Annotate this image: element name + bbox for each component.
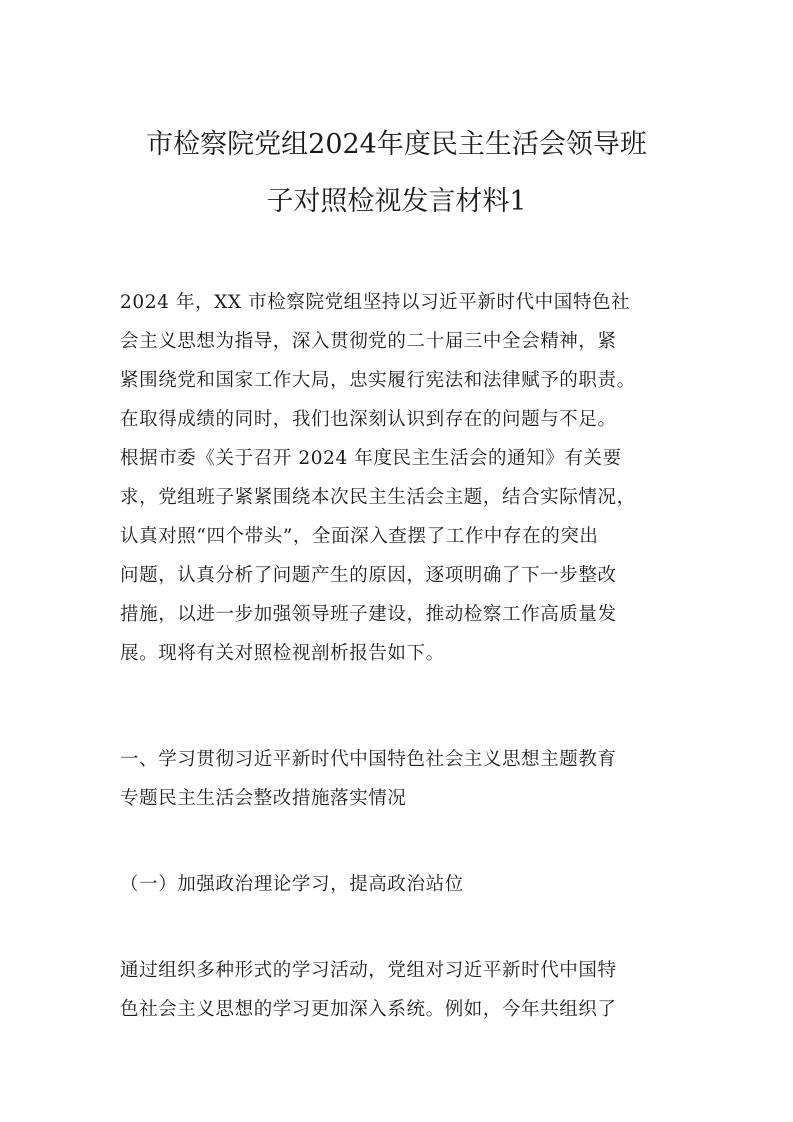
intro-line-2: 会主义思想为指导，深入贯彻党的二十届三中全会精神，紧 [120, 331, 617, 352]
intro-line-6: 求，党组班子紧紧围绕本次民主生活会主题，结合实际情况， [120, 487, 636, 508]
subsection-heading: （一）加强政治理论学习，提高政治站位 [120, 874, 464, 895]
intro-line-1: 2024 年，XX 市检察院党组坚持以习近平新时代中国特色社 [120, 292, 631, 313]
section-heading-line-1: 一、学习贯彻习近平新时代中国特色社会主义思想主题教育 [120, 749, 617, 770]
section-heading-line-2: 专题民主生活会整改措施落实情况 [120, 788, 407, 809]
intro-line-9: 措施，以进一步加强领导班子建设，推动检察工作高质量发 [120, 604, 617, 625]
document-title-line-2: 子对照检视发言材料1 [266, 186, 527, 217]
intro-line-8: 问题，认真分析了问题产生的原因，逐项明确了下一步整改 [120, 565, 617, 586]
intro-line-7: 认真对照“四个带头”，全面深入查摆了工作中存在的突出 [120, 526, 599, 547]
intro-line-5: 根据市委《关于召开 2024 年度民主生活会的通知》有关要 [120, 448, 622, 469]
intro-line-3: 紧围绕党和国家工作大局，忠实履行宪法和法律赋予的职责。 [120, 370, 636, 391]
body-line-2: 色社会主义思想的学习更加深入系统。例如，今年共组织了 [120, 999, 617, 1020]
intro-line-4: 在取得成绩的同时，我们也深刻认识到存在的问题与不足。 [120, 409, 617, 430]
intro-line-10: 展。现将有关对照检视剖析报告如下。 [120, 643, 445, 664]
body-line-1: 通过组织多种形式的学习活动，党组对习近平新时代中国特 [120, 960, 617, 981]
document-title-line-1: 市检察院党组2024年度民主生活会领导班 [146, 129, 647, 160]
